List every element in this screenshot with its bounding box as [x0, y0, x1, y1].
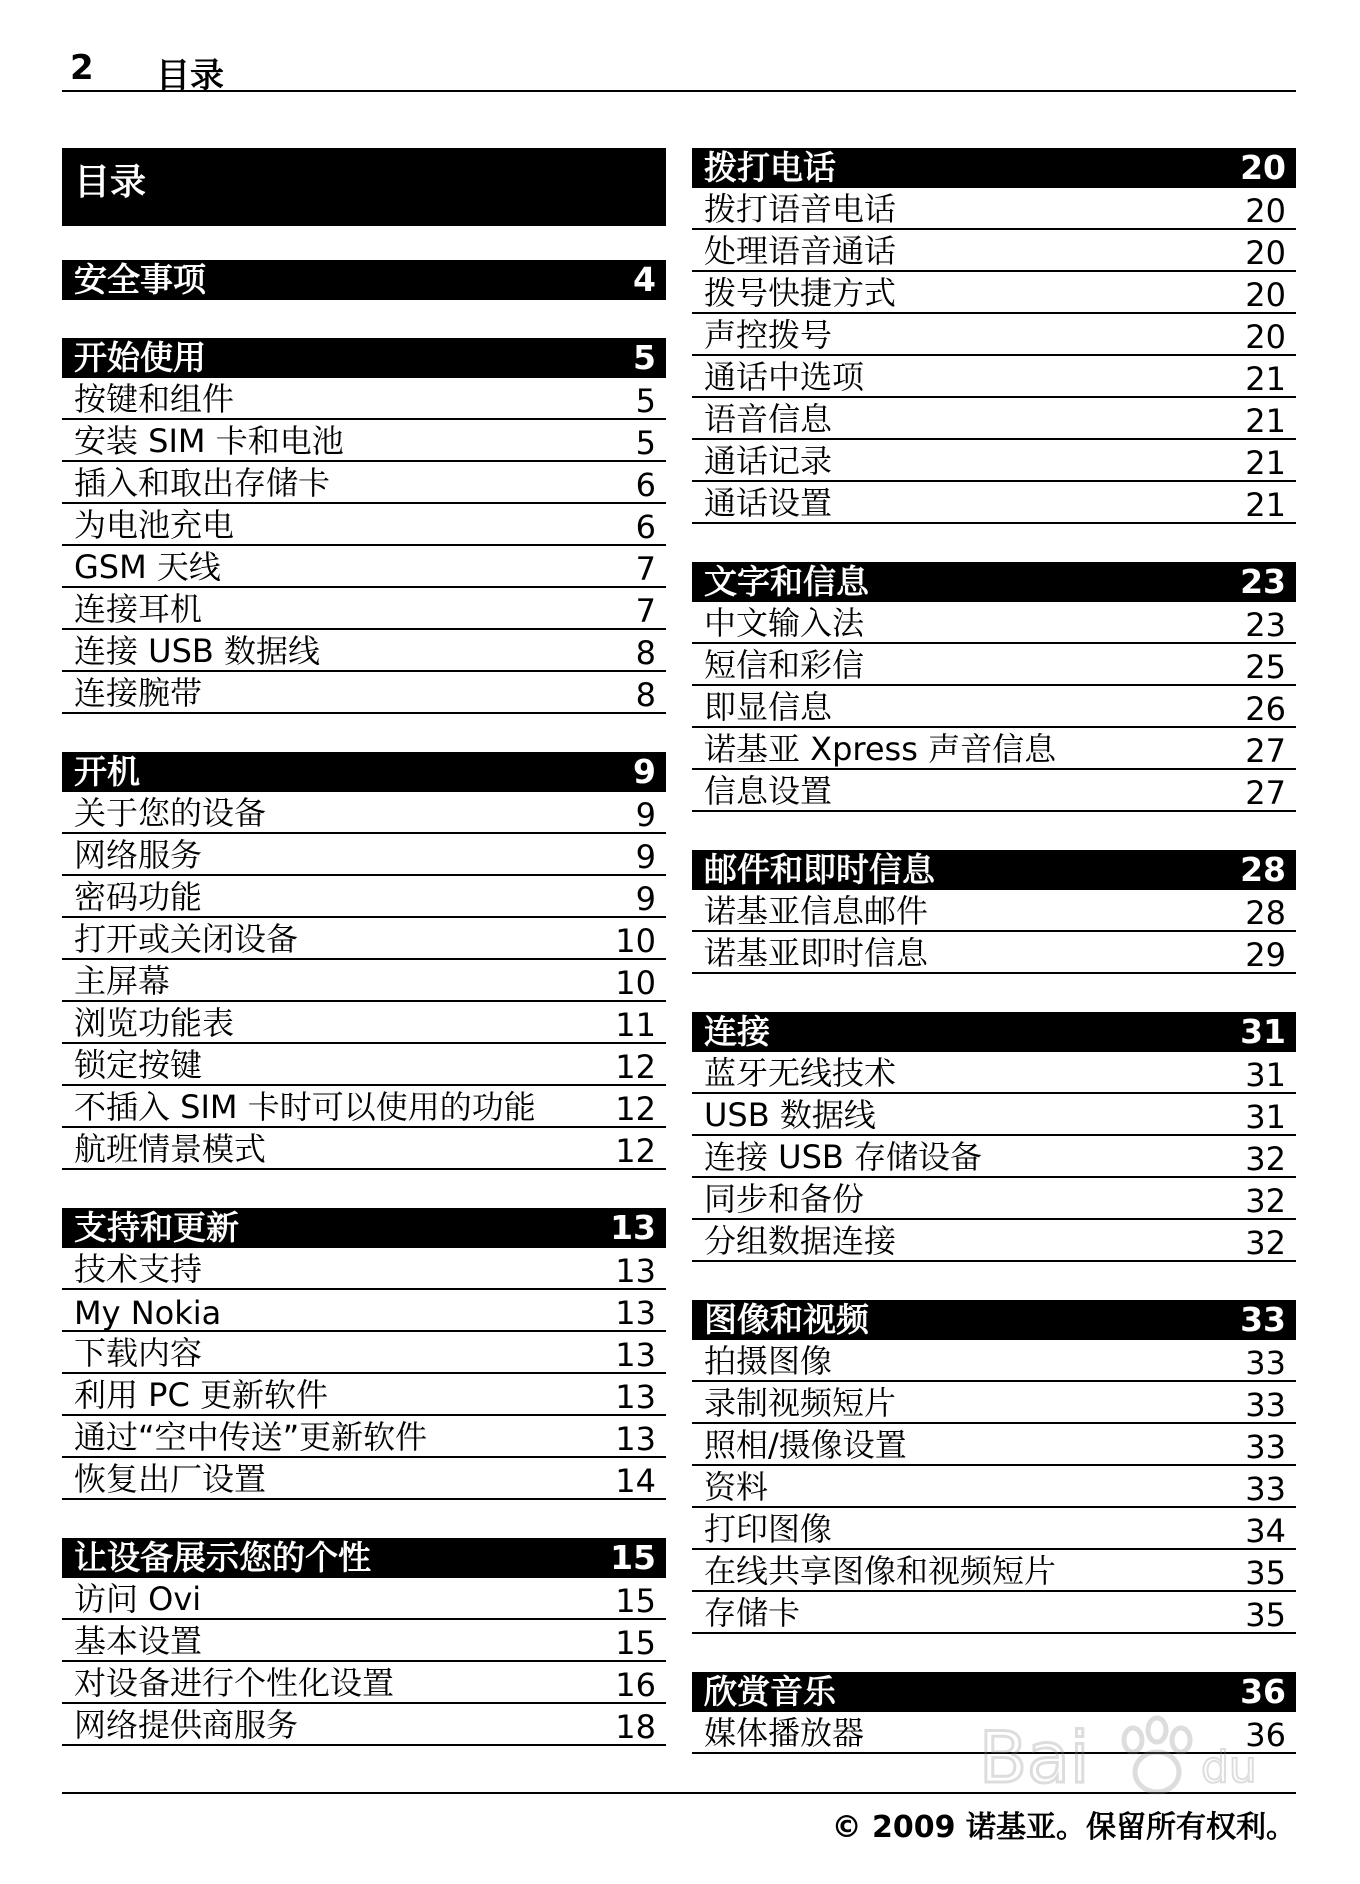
section-heading[interactable]	[692, 1300, 1296, 1340]
toc-section	[62, 338, 666, 714]
entry-label: 分组数据连接	[704, 1222, 897, 1260]
section-page-number: 36	[1240, 1672, 1286, 1711]
section-heading[interactable]	[62, 1538, 666, 1578]
entry-page-number: 33	[1245, 1344, 1286, 1382]
toc-entry[interactable]	[62, 462, 666, 504]
entry-page-number: 31	[1245, 1098, 1286, 1136]
toc-entry[interactable]	[62, 588, 666, 630]
section-page-number: 4	[633, 260, 656, 299]
entry-page-number: 5	[635, 382, 656, 420]
entry-label: 对设备进行个性化设置	[74, 1664, 395, 1702]
entry-label: 在线共享图像和视频短片	[704, 1552, 1057, 1590]
entry-page-number: 35	[1245, 1554, 1286, 1592]
svg-text:Bai: Bai	[979, 1717, 1090, 1799]
toc-entry[interactable]	[692, 1220, 1296, 1262]
section-page-number: 31	[1240, 1012, 1286, 1051]
section-heading[interactable]	[62, 338, 666, 378]
entry-label: 利用 PC 更新软件	[74, 1376, 328, 1414]
entry-page-number: 27	[1245, 774, 1286, 812]
toc-entry[interactable]	[692, 1136, 1296, 1178]
toc-entry[interactable]	[692, 728, 1296, 770]
entry-page-number: 28	[1245, 894, 1286, 932]
entry-page-number: 9	[635, 880, 656, 918]
section-title: 连接	[704, 1012, 770, 1051]
toc-entry[interactable]	[692, 482, 1296, 524]
entry-label: GSM 天线	[74, 548, 221, 586]
toc-entry[interactable]	[692, 1550, 1296, 1592]
toc-section	[62, 1538, 666, 1746]
entry-page-number: 33	[1245, 1470, 1286, 1508]
entry-page-number: 7	[635, 592, 656, 630]
entry-label: 航班情景模式	[74, 1130, 267, 1168]
copyright: © 2009 诺基亚。保留所有权利。	[831, 1810, 1296, 1845]
toc-entry[interactable]	[62, 1128, 666, 1170]
toc-entry[interactable]	[692, 1052, 1296, 1094]
toc-entry[interactable]	[692, 644, 1296, 686]
entry-page-number: 21	[1245, 402, 1286, 440]
toc-entry[interactable]	[692, 1466, 1296, 1508]
section-heading[interactable]	[692, 850, 1296, 890]
entry-label: USB 数据线	[704, 1096, 876, 1134]
entry-label: 恢复出厂设置	[74, 1460, 267, 1498]
entry-label: 主屏幕	[74, 962, 171, 1000]
section-heading[interactable]	[692, 1012, 1296, 1052]
entry-page-number: 20	[1245, 276, 1286, 314]
toc-entry[interactable]	[62, 420, 666, 462]
entry-page-number: 21	[1245, 444, 1286, 482]
entry-page-number: 5	[635, 424, 656, 462]
entry-label: 网络服务	[74, 836, 203, 874]
entry-label: 不插入 SIM 卡时可以使用的功能	[74, 1088, 536, 1126]
entry-page-number: 6	[635, 508, 656, 546]
entry-label: 通话设置	[704, 484, 833, 522]
section-title: 安全事项	[74, 260, 206, 299]
toc-entry[interactable]	[62, 1044, 666, 1086]
toc-entry[interactable]	[62, 1086, 666, 1128]
toc-entry[interactable]	[62, 792, 666, 834]
toc-entry[interactable]	[62, 378, 666, 420]
running-title: 目录	[156, 56, 224, 96]
entry-label: 下载内容	[74, 1334, 203, 1372]
toc-section	[692, 1300, 1296, 1634]
toc-title: 目录	[62, 148, 666, 226]
entry-label: 通话记录	[704, 442, 833, 480]
section-page-number: 5	[633, 338, 656, 377]
toc-entry[interactable]	[62, 1620, 666, 1662]
entry-label: 同步和备份	[704, 1180, 865, 1218]
entry-page-number: 26	[1245, 690, 1286, 728]
entry-page-number: 16	[615, 1666, 656, 1704]
toc-entry[interactable]	[692, 602, 1296, 644]
entry-page-number: 25	[1245, 648, 1286, 686]
entry-page-number: 7	[635, 550, 656, 588]
entry-label: 为电池充电	[74, 506, 235, 544]
entry-page-number: 32	[1245, 1140, 1286, 1178]
toc-entry[interactable]	[62, 1416, 666, 1458]
toc-entry[interactable]	[692, 356, 1296, 398]
toc-entry[interactable]	[62, 834, 666, 876]
section-title: 支持和更新	[74, 1208, 239, 1247]
entry-label: 拨号快捷方式	[704, 274, 897, 312]
toc-column-left	[62, 148, 666, 1784]
toc-entry[interactable]	[62, 1332, 666, 1374]
entry-label: 连接 USB 数据线	[74, 632, 321, 670]
entry-page-number: 32	[1245, 1224, 1286, 1262]
entry-page-number: 10	[615, 964, 656, 1002]
entry-page-number: 11	[615, 1006, 656, 1044]
section-page-number: 23	[1240, 562, 1286, 601]
toc-entry[interactable]	[62, 1002, 666, 1044]
entry-label: 处理语音通话	[704, 232, 897, 270]
entry-label: 连接 USB 存储设备	[704, 1138, 983, 1176]
toc-entry[interactable]	[692, 1592, 1296, 1634]
toc-entry[interactable]	[62, 672, 666, 714]
entry-label: 诺基亚即时信息	[704, 934, 929, 972]
page-number: 2	[70, 48, 94, 88]
toc-entry[interactable]	[62, 1458, 666, 1500]
entry-page-number: 27	[1245, 732, 1286, 770]
entry-page-number: 15	[615, 1624, 656, 1662]
entry-label: 通话中选项	[704, 358, 865, 396]
entry-page-number: 32	[1245, 1182, 1286, 1220]
entry-label: 关于您的设备	[74, 794, 267, 832]
entry-page-number: 14	[615, 1462, 656, 1500]
toc-entry[interactable]	[62, 630, 666, 672]
toc-entry[interactable]	[692, 1094, 1296, 1136]
toc-entry[interactable]	[692, 1382, 1296, 1424]
entry-label: 即显信息	[704, 688, 833, 726]
entry-page-number: 23	[1245, 606, 1286, 644]
toc-entry[interactable]	[692, 188, 1296, 230]
entry-page-number: 12	[615, 1132, 656, 1170]
toc-entry[interactable]	[62, 1290, 666, 1332]
entry-label: 资料	[704, 1468, 769, 1506]
section-title: 邮件和即时信息	[704, 850, 935, 889]
section-title: 开机	[74, 752, 140, 791]
entry-page-number: 15	[615, 1582, 656, 1620]
toc-entry[interactable]	[692, 398, 1296, 440]
entry-page-number: 21	[1245, 360, 1286, 398]
toc-section	[692, 850, 1296, 974]
entry-label: 信息设置	[704, 772, 833, 810]
section-heading[interactable]	[692, 562, 1296, 602]
entry-page-number: 12	[615, 1090, 656, 1128]
entry-label: 短信和彩信	[704, 646, 865, 684]
toc-entry[interactable]	[692, 314, 1296, 356]
entry-page-number: 33	[1245, 1428, 1286, 1466]
section-title: 拨打电话	[704, 148, 836, 187]
toc-entry[interactable]	[62, 504, 666, 546]
entry-label: 诺基亚信息邮件	[704, 892, 929, 930]
toc-entry[interactable]	[692, 1340, 1296, 1382]
entry-page-number: 13	[615, 1294, 656, 1332]
toc-entry[interactable]	[62, 1704, 666, 1746]
toc-section	[692, 1012, 1296, 1262]
section-heading[interactable]	[692, 148, 1296, 188]
entry-label: 中文输入法	[704, 604, 865, 642]
entry-label: 通过“空中传送”更新软件	[74, 1418, 428, 1456]
toc-entry[interactable]	[62, 1248, 666, 1290]
entry-label: 连接腕带	[74, 674, 203, 712]
toc-entry[interactable]	[692, 272, 1296, 314]
entry-label: 锁定按键	[74, 1046, 203, 1084]
toc-column-right	[692, 148, 1296, 1792]
section-page-number: 15	[610, 1538, 656, 1577]
entry-label: My Nokia	[74, 1294, 222, 1332]
toc-entry[interactable]	[692, 440, 1296, 482]
toc-section	[62, 260, 666, 300]
section-title: 欣赏音乐	[704, 1672, 836, 1711]
section-page-number: 9	[633, 752, 656, 791]
toc-entry[interactable]	[62, 918, 666, 960]
section-page-number: 20	[1240, 148, 1286, 187]
entry-page-number: 31	[1245, 1056, 1286, 1094]
entry-page-number: 29	[1245, 936, 1286, 974]
entry-label: 密码功能	[74, 878, 203, 916]
section-heading[interactable]	[62, 1208, 666, 1248]
entry-label: 基本设置	[74, 1622, 203, 1660]
baidu-paw-logo-icon	[975, 1700, 1275, 1810]
entry-label: 技术支持	[74, 1250, 203, 1288]
toc-entry[interactable]	[692, 1178, 1296, 1220]
toc-entry[interactable]	[62, 960, 666, 1002]
toc-entry[interactable]	[62, 1578, 666, 1620]
entry-page-number: 35	[1245, 1596, 1286, 1634]
section-page-number: 28	[1240, 850, 1286, 889]
toc-section	[692, 148, 1296, 524]
entry-page-number: 13	[615, 1420, 656, 1458]
section-title: 文字和信息	[704, 562, 869, 601]
toc-entry[interactable]	[692, 770, 1296, 812]
entry-label: 诺基亚 Xpress 声音信息	[704, 730, 1057, 768]
entry-label: 插入和取出存储卡	[74, 464, 331, 502]
entry-label: 存储卡	[704, 1594, 801, 1632]
toc-entry[interactable]	[62, 876, 666, 918]
section-title: 图像和视频	[704, 1300, 869, 1339]
entry-label: 打印图像	[704, 1510, 833, 1548]
entry-label: 拨打语音电话	[704, 190, 897, 228]
entry-label: 录制视频短片	[704, 1384, 897, 1422]
entry-label: 打开或关闭设备	[74, 920, 299, 958]
entry-label: 语音信息	[704, 400, 833, 438]
entry-page-number: 10	[615, 922, 656, 960]
entry-label: 网络提供商服务	[74, 1706, 299, 1744]
entry-page-number: 20	[1245, 192, 1286, 230]
entry-page-number: 21	[1245, 486, 1286, 524]
entry-page-number: 34	[1245, 1512, 1286, 1550]
entry-page-number: 20	[1245, 318, 1286, 356]
entry-page-number: 12	[615, 1048, 656, 1086]
entry-label: 安装 SIM 卡和电池	[74, 422, 344, 460]
entry-page-number: 13	[615, 1252, 656, 1290]
entry-page-number: 8	[635, 676, 656, 714]
toc-section	[62, 1208, 666, 1500]
entry-label: 按键和组件	[74, 380, 235, 418]
entry-label: 媒体播放器	[704, 1714, 865, 1752]
entry-page-number: 13	[615, 1336, 656, 1374]
entry-label: 访问 Ovi	[74, 1580, 202, 1618]
toc-entry[interactable]	[692, 1424, 1296, 1466]
toc-entry[interactable]	[692, 686, 1296, 728]
entry-page-number: 20	[1245, 234, 1286, 272]
section-heading[interactable]	[62, 260, 666, 300]
toc-entry[interactable]	[692, 230, 1296, 272]
section-page-number: 13	[610, 1208, 656, 1247]
entry-page-number: 9	[635, 838, 656, 876]
svg-text:du: du	[1201, 1742, 1257, 1793]
section-page-number: 33	[1240, 1300, 1286, 1339]
entry-page-number: 33	[1245, 1386, 1286, 1424]
toc-entry[interactable]	[692, 1508, 1296, 1550]
entry-page-number: 36	[1245, 1716, 1286, 1754]
entry-page-number: 6	[635, 466, 656, 504]
entry-page-number: 9	[635, 796, 656, 834]
toc-entry[interactable]	[62, 1374, 666, 1416]
entry-label: 连接耳机	[74, 590, 203, 628]
entry-label: 声控拨号	[704, 316, 833, 354]
entry-page-number: 8	[635, 634, 656, 672]
toc-entry[interactable]	[62, 546, 666, 588]
toc-entry[interactable]	[692, 932, 1296, 974]
entry-page-number: 13	[615, 1378, 656, 1416]
entry-page-number: 18	[615, 1708, 656, 1746]
section-heading[interactable]	[62, 752, 666, 792]
toc-section	[62, 752, 666, 1170]
toc-entry[interactable]	[692, 890, 1296, 932]
section-title: 开始使用	[74, 338, 206, 377]
entry-label: 浏览功能表	[74, 1004, 235, 1042]
section-title: 让设备展示您的个性	[74, 1538, 371, 1577]
toc-section	[692, 562, 1296, 812]
entry-label: 蓝牙无线技术	[704, 1054, 897, 1092]
entry-label: 照相/摄像设置	[704, 1426, 907, 1464]
page-header	[62, 46, 1296, 96]
toc-entry[interactable]	[62, 1662, 666, 1704]
entry-label: 拍摄图像	[704, 1342, 833, 1380]
